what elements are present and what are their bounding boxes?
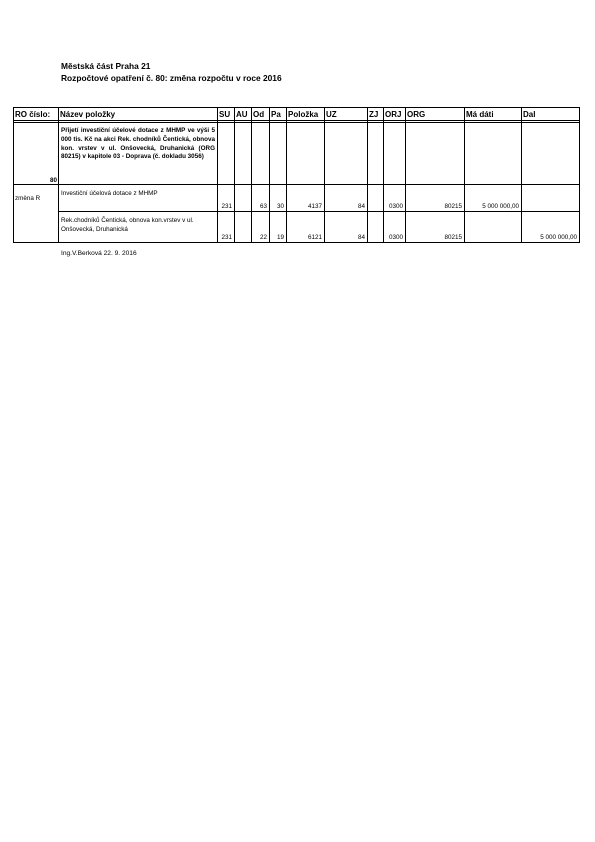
col-org: ORG bbox=[406, 108, 465, 121]
col-su: SU bbox=[218, 108, 235, 121]
table-row bbox=[14, 212, 580, 243]
row-ma-dati bbox=[465, 212, 522, 243]
row-org: 80215 bbox=[406, 212, 465, 243]
row-zj bbox=[368, 212, 384, 243]
col-uz: UZ bbox=[325, 108, 368, 121]
col-zj: ZJ bbox=[368, 108, 384, 121]
col-orj: ORJ bbox=[384, 108, 406, 121]
row-dal bbox=[522, 185, 580, 212]
municipality-title: Městská část Praha 21 bbox=[61, 61, 151, 71]
row-pa: 19 bbox=[270, 212, 287, 243]
row-zj bbox=[368, 185, 384, 212]
row-su: 231 bbox=[218, 212, 235, 243]
row-uz: 84 bbox=[325, 212, 368, 243]
row-au bbox=[235, 212, 252, 243]
row-uz: 84 bbox=[325, 185, 368, 212]
row-name: Investiční účelová dotace z MHMP bbox=[59, 185, 218, 212]
ro-number: 80 bbox=[14, 123, 59, 185]
budget-measure-title: Rozpočtové opatření č. 80: změna rozpočtu v roce 2016 bbox=[61, 73, 282, 83]
col-polozka: Položka bbox=[287, 108, 325, 121]
row-polozka: 6121 bbox=[287, 212, 325, 243]
col-ro-number: RO číslo: bbox=[14, 108, 59, 121]
signature-date: Ing.V.Berková 22. 9. 2016 bbox=[61, 250, 137, 257]
row-orj: 0300 bbox=[384, 212, 406, 243]
measure-description: Přijetí investiční účelové dotace z MHMP ve výši 5 000 tis. Kč na akci Rek. chodníků Čentická, obnova kon. vrstev v ul. Onšovecká, Druhanická (ORG 80215) v kapitole 03 - Doprava (č. dokladu 3056) bbox=[59, 123, 218, 185]
row-dal: 5 000 000,00 bbox=[522, 212, 580, 243]
row-name: Rek.chodníků Čentická, obnova kon.vrstev v ul. Onšovecká, Druhanická bbox=[59, 212, 218, 243]
budget-table bbox=[13, 107, 580, 243]
description-row bbox=[14, 123, 580, 185]
row-org: 80215 bbox=[406, 185, 465, 212]
col-dal: Dal bbox=[522, 108, 580, 121]
change-label: změna R bbox=[14, 185, 59, 212]
row-orj: 0300 bbox=[384, 185, 406, 212]
row-pa: 30 bbox=[270, 185, 287, 212]
table-row bbox=[14, 185, 580, 212]
row-polozka: 4137 bbox=[287, 185, 325, 212]
row-ma-dati: 5 000 000,00 bbox=[465, 185, 522, 212]
col-od: Od bbox=[252, 108, 270, 121]
col-au: AU bbox=[235, 108, 252, 121]
col-item-name: Název položky bbox=[59, 108, 218, 121]
col-ma-dati: Má dáti bbox=[465, 108, 522, 121]
row-au bbox=[235, 185, 252, 212]
row-su: 231 bbox=[218, 185, 235, 212]
row-od: 63 bbox=[252, 185, 270, 212]
header-row bbox=[14, 108, 580, 121]
col-pa: Pa bbox=[270, 108, 287, 121]
row-od: 22 bbox=[252, 212, 270, 243]
